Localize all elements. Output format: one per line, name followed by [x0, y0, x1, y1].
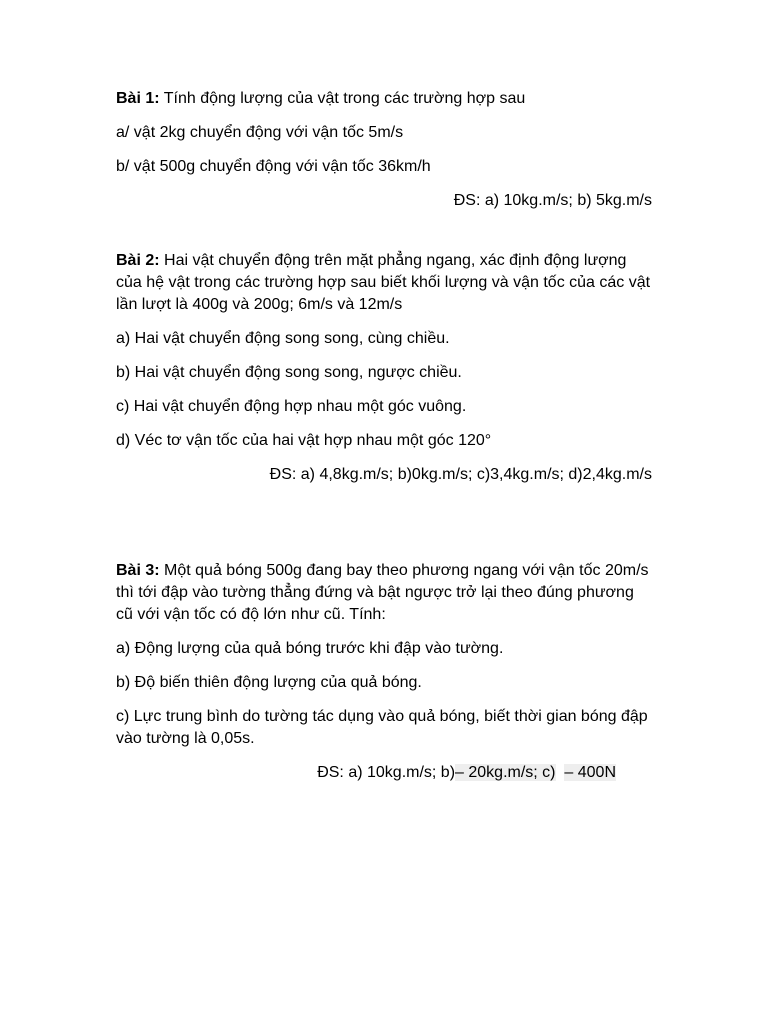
problem-3-answer-part-1: ĐS: a) 10kg.m/s; b) — [317, 764, 456, 781]
problem-2-item-a: a) Hai vật chuyển động song song, cùng chiều. — [116, 330, 450, 347]
problem-3-statement — [116, 560, 652, 626]
problem-1-answer: ĐS: a) 10kg.m/s; b) 5kg.m/s — [453, 192, 652, 209]
problem-2-item-c: c) Hai vật chuyển động hợp nhau một góc vuông. — [116, 398, 467, 415]
problem-3-answer-part-3: – 400N — [564, 764, 616, 781]
problem-3 — [116, 560, 652, 784]
problem-3-title: Bài 3: — [116, 562, 160, 579]
problem-3-item-c: c) Lực trung bình do tường tác dụng vào quả bóng, biết thời gian bóng đập vào tường là 0,05s. — [116, 708, 648, 747]
problem-3-item-b: b) Độ biến thiên động lượng của quả bóng. — [116, 674, 422, 691]
problem-1-text: Tính động lượng của vật trong các trường hợp sau — [163, 90, 526, 107]
problem-2-title: Bài 2: — [116, 252, 160, 269]
problem-1-statement — [116, 88, 652, 110]
document-page — [116, 88, 652, 784]
problem-2-statement — [116, 250, 652, 316]
problem-1-item-b: b/ vật 500g chuyển động với vận tốc 36km/h — [116, 158, 431, 175]
problem-2 — [116, 250, 652, 486]
spacer — [116, 212, 652, 250]
problem-2-item-b: b) Hai vật chuyển động song song, ngược chiều. — [116, 364, 462, 381]
problem-2-item-d: d) Véc tơ vận tốc của hai vật hợp nhau một góc 120° — [116, 432, 492, 449]
problem-3-answer-part-2: – 20kg.m/s; c) — [455, 764, 556, 781]
problem-3-item-a: a) Động lượng của quả bóng trước khi đập vào tường. — [116, 640, 504, 657]
problem-1-title: Bài 1: — [116, 90, 160, 107]
problem-1 — [116, 88, 652, 212]
problem-3-answer — [116, 762, 652, 784]
problem-2-text: Hai vật chuyển động trên mặt phẳng ngang, xác định động lượng của hệ vật trong các trường hợp sau biết khối lượng và vận tốc của các vật lần lượt là 400g và 200g; 6m/s và 12m/s — [116, 252, 651, 313]
problem-3-text: Một quả bóng 500g đang bay theo phương ngang với vận tốc 20m/s thì tới đập vào tường thẳng đứng và bật ngược trở lại theo đúng phương cũ với vận tốc có độ lớn như cũ. Tính: — [116, 562, 649, 623]
problem-1-item-a: a/ vật 2kg chuyển động với vận tốc 5m/s — [116, 124, 404, 141]
spacer — [116, 486, 652, 560]
problem-2-answer: ĐS: a) 4,8kg.m/s; b)0kg.m/s; c)3,4kg.m/s; d)2,4kg.m/s — [269, 466, 652, 483]
